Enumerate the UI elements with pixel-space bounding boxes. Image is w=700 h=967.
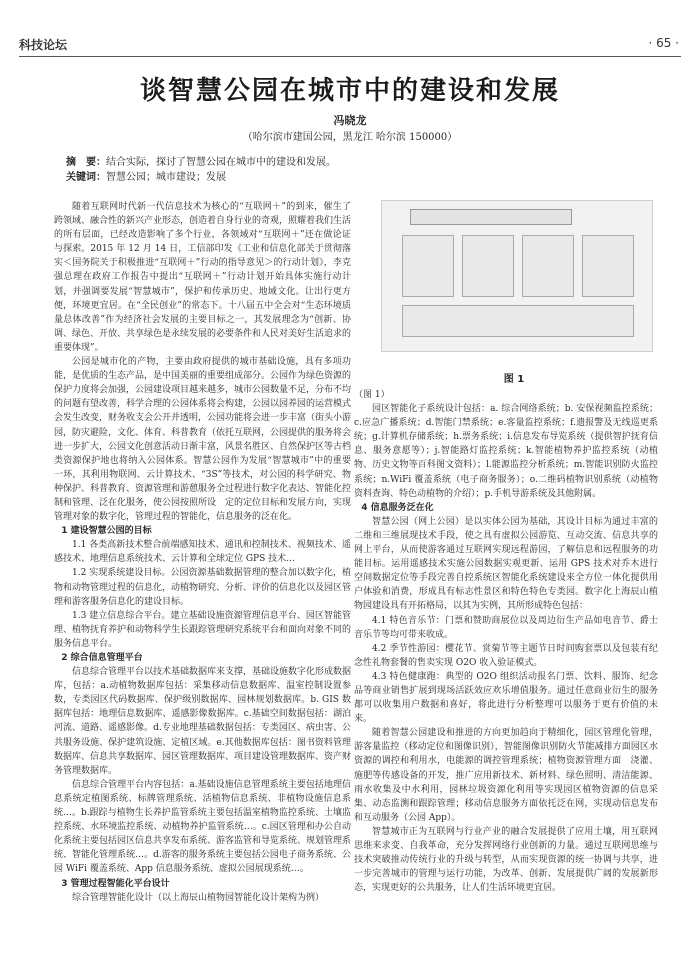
body-paragraph: 信息综合管理平台以技术基础数据库来支撑，基础设施数字化形成数据库，包括：a.动植物数据库包括：采集移动信息数据库、温室控制设置参数，专类园区代码数据库、保护级别数据库、园林规划数据库。b. GIS 数据库包括：地理信息数据库、遥感影像数据库。c.基础空间数据包括：湖泊河流、道路、遥感影像。d.专业地理基础数据包括：专类园区、病虫害、公共服务设施、保护建筑设施、定植区域。e.其他数据库包括：图书资料管理数据库、信息共享数据库、园区管理数据库、项目建设管理数据库、资产财务管理数据库。 (54, 667, 352, 776)
body-paragraph: 园区智能化子系统设计包括：a. 综合网络系统；b. 安保视频监控系统；c.应急广播系统；d.智能门禁系统；e.客量监控系统；f.遗报警及无线巡更系统；g.计算机存储系统；h.票务系统；i.信息发布导览系统（提供智护抚育信息、服务意愿等）；j.智能路灯监控系统；k.智能植物养护监控系统（动植物、历史文物等百科图文资料）；l.能源监控分析系统；m.智能识别防火监控系统；n.WiFi 覆盖系统（电子商务服务）；o.二维码植物识别系统（动植物资料查询、特色动植物的介绍）；p.手机导游系统及其他附属。 (354, 404, 658, 499)
keywords-text: 智慧公园；城市建设；发展 (106, 172, 226, 183)
abstract-label: 摘 要： (66, 157, 106, 168)
journal-name: 科技论坛 (19, 38, 68, 52)
section-heading: 4 信息服务泛在化 (361, 502, 434, 513)
figure-caption: 图 1 (503, 374, 525, 385)
abstract-block (66, 155, 626, 185)
page-number: · 65 · (648, 36, 679, 50)
body-paragraph: 1.3 建立信息综合平台。建立基础设施资源管理信息平台、园区智能管理、植物抚育养护和动物科学生长跟踪管理研究系统平台和面向对象不同的服务信息平台。 (54, 610, 352, 649)
body-paragraph: 4.3 特色健康跑：典型的 O2O 组织活动报名门票、饮料、服饰、纪念品等商业销售扩展到现场活跃效应欢乐增值服务。通过任意商业衍生的服务都可以收集用户数据和喜好，将此进行分析整理可以服务于更有价值的未来。 (354, 671, 658, 725)
figure-diagram-block (582, 235, 634, 297)
abstract-line (66, 155, 626, 170)
figure-reference: （图 1） (354, 390, 390, 400)
body-paragraph: 随着互联网时代新一代信息技术为核心的“互联网＋”的到来，催生了跨领域、融合性的新兴产业形态，创造着自身行业的奇观，照耀着我们生活的所有层面，已经改造影响了多个行业，各领域对“互联网＋”还在做论证与探索。2015 年 12 月 14 日，工信部印发《工业和信息化部关于贯彻落实＜国务院关于积极推进“互联网＋”行动的指导意见＞的行动计划》，李克强总理在政府工作报告中提出“互联网＋”行动计划开始具体实施行动计划，并强调要发展“智慧城市”，保护和传承历史、地域文化。让出行更方便，环境更宜居。在“全民创业”的常态下。十八届五中全会对“生态环境质量总体改善”作为经济社会发展的主要目标之一，其发展理念为“创新、协调、绿色、开放、共享绿色是永续发展的必要条件和人民对美好生活追求的重要体现”。 (54, 202, 352, 353)
body-paragraph: 智慧公园（网上公园）是以实体公园为基础，其设计目标为通过丰富的二维和三维展现技术手段，使之具有虚拟公园游览、互动交流、信息共享的网上平台，从而使游客通过互联网实现远程游园，了解信息和远程服务的功能目标。运用遥感技术实施公园数据实观更新、运用 GPS 技术对乔木进行空间数据定位等手段完善自控系统区智能化系统建设来全方位一体化提供用户体验和消费，形成具有标志性景区和特色特色专类园。数字化上海辰山植物园建设具有开拓格局，以其为实例，其所形成特色包括： (354, 516, 658, 612)
author: 冯晓龙 (333, 114, 367, 127)
section-heading: 2 综合信息管理平台 (61, 653, 143, 663)
body-paragraph: 公园是城市化的产物，主要由政府提供的城市基础设施，具有多项功能，是优质的生态产品，是中国美丽的重要组成部分。公园作为绿色资源的保护力度将会加强，公园建设项目越来越多，城市公园数量不足，分布不均的问题有望改善，科学合理的公园体系将会构建，公园以园养园的运营模式会发生改变，财务收支会公开并透明，公园功能将会进一步丰富（街头小游园，防灾避险，文化、体育、科普教育（依托互联网，公园提供的服务将会进一步扩大，公园文化创意活动日渐丰富，风景名胜区、自然保护区等古档类资源保护地也将纳入公园体系。智慧公园作为发展“智慧城市”中的重要一环，其利用物联网、云计算技术、“3S”等技术，对公园的科学研究、物种保护、科普教育、资源管理和游憩服务全过程进行数字化表达、智能化控制和管理、泛在化服务，使公园按照所设 定的定位目标和发展方向，实现管理对象的数字化，管理过程的智能化，信息服务的泛在化。 (54, 357, 352, 523)
figure-1-image (381, 200, 653, 352)
figure-diagram-block (402, 235, 454, 297)
section-heading: 3 管理过程智能化平台设计 (61, 878, 170, 889)
body-paragraph: 4.2 季节性游园：樱花节、赏菊节等主题节日时间购套票以及包装有纪念性礼物套餐的售卖实现 O2O 收入验证模式。 (354, 643, 658, 668)
body-paragraph: 随着智慧公园建设和推进的方向更加趋向于精细化，园区管理化管理，游客量监控（移动定位和图像识别），智能图像识别防火节能减排方面园区水资源的调控和利用水，电能源的调控管理系统；植物资源管理方面 浇灌、施肥等传感设备的开发，推广应用新技术、新材料、绿色照明、清洁能源、雨水收集及中水利用，园林垃圾资源化利用等实现园区植物资源的信息采集、动态监测和跟踪管理；移动信息服务方面依托泛在网，实现动信息发布和互动服务（公园 App）。 (354, 728, 658, 823)
body-paragraph: 信息综合管理平台内容包括：a.基础设施信息管理系统主要包括地理信息系统定植图系统、标牌管理系统、活植物信息系统、非植物设施信息系统…。b.跟踪与植物生长养护监管系统主要包括温室植物监控系统、土壤监控系统、水环境监控系统、动植物养护监管系统…。c.园区管理和办公自动化系统主要包括园区信息共享发布系统、游客监管和导览系统、规划管理系统、智能化管理系统…。d.游客的服务系统主要包括公园电子商务系统、公园 WiFi 覆盖系统、App 信息服务系统、虚拟公园展现系统…。 (54, 779, 352, 875)
figure-diagram-header (410, 209, 572, 225)
body-paragraph: 4.1 特色音乐节：门票和赞助商展位以及周边衍生产品如电音节、爵士音乐节等均可带来收成。 (354, 615, 658, 640)
section-heading: 1 建设智慧公园的目标 (61, 526, 152, 537)
keywords-label: 关键词： (66, 172, 106, 183)
body-paragraph: 1.2 实现系统建设目标。公园资源基础数据管理的整合加以数字化，植物和动物管理过程的信息化，动植物研究、分析、评价的信息化以及园区管理和游客服务信息化的建设目标。 (54, 568, 352, 607)
figure-diagram-block (462, 235, 514, 297)
keywords-line (66, 170, 626, 185)
body-paragraph: 综合管理智能化设计（以上海辰山植物园智能化设计架构为例） (72, 892, 325, 903)
left-column (54, 200, 351, 905)
header-rule (19, 56, 681, 57)
article-title: 谈智慧公园在城市中的建设和发展 (139, 76, 560, 106)
figure-diagram-block (522, 235, 574, 297)
right-column (354, 388, 658, 895)
body-paragraph: 1.1 各类高新技术整合前端感知技术、通讯和控制技术、视频技术、遥感技术、地理信息系统技术、云计算和全球定位 GPS 技术… (54, 540, 351, 565)
body-paragraph: 智慧城市正为互联网与行业产业的融合发展提供了应用土壤，用互联网思维来求变、自我革命，充分发挥网络行业创新的力量。通过互联网思维与技术突破推动传统行业的升级与转型，从而实现资源的统一协调与共享，进一步完善城市的管理与运行功能，为改革、创新、发展提供广阔的发展新形态，实现更好的公共服务，让人们生活环境更宜居。 (354, 826, 658, 894)
affiliation: （哈尔滨市建国公园，黑龙江 哈尔滨 150000） (242, 132, 458, 143)
figure-diagram-base (402, 305, 634, 337)
abstract-text: 结合实际，探讨了智慧公园在城市中的建设和发展。 (106, 157, 336, 168)
